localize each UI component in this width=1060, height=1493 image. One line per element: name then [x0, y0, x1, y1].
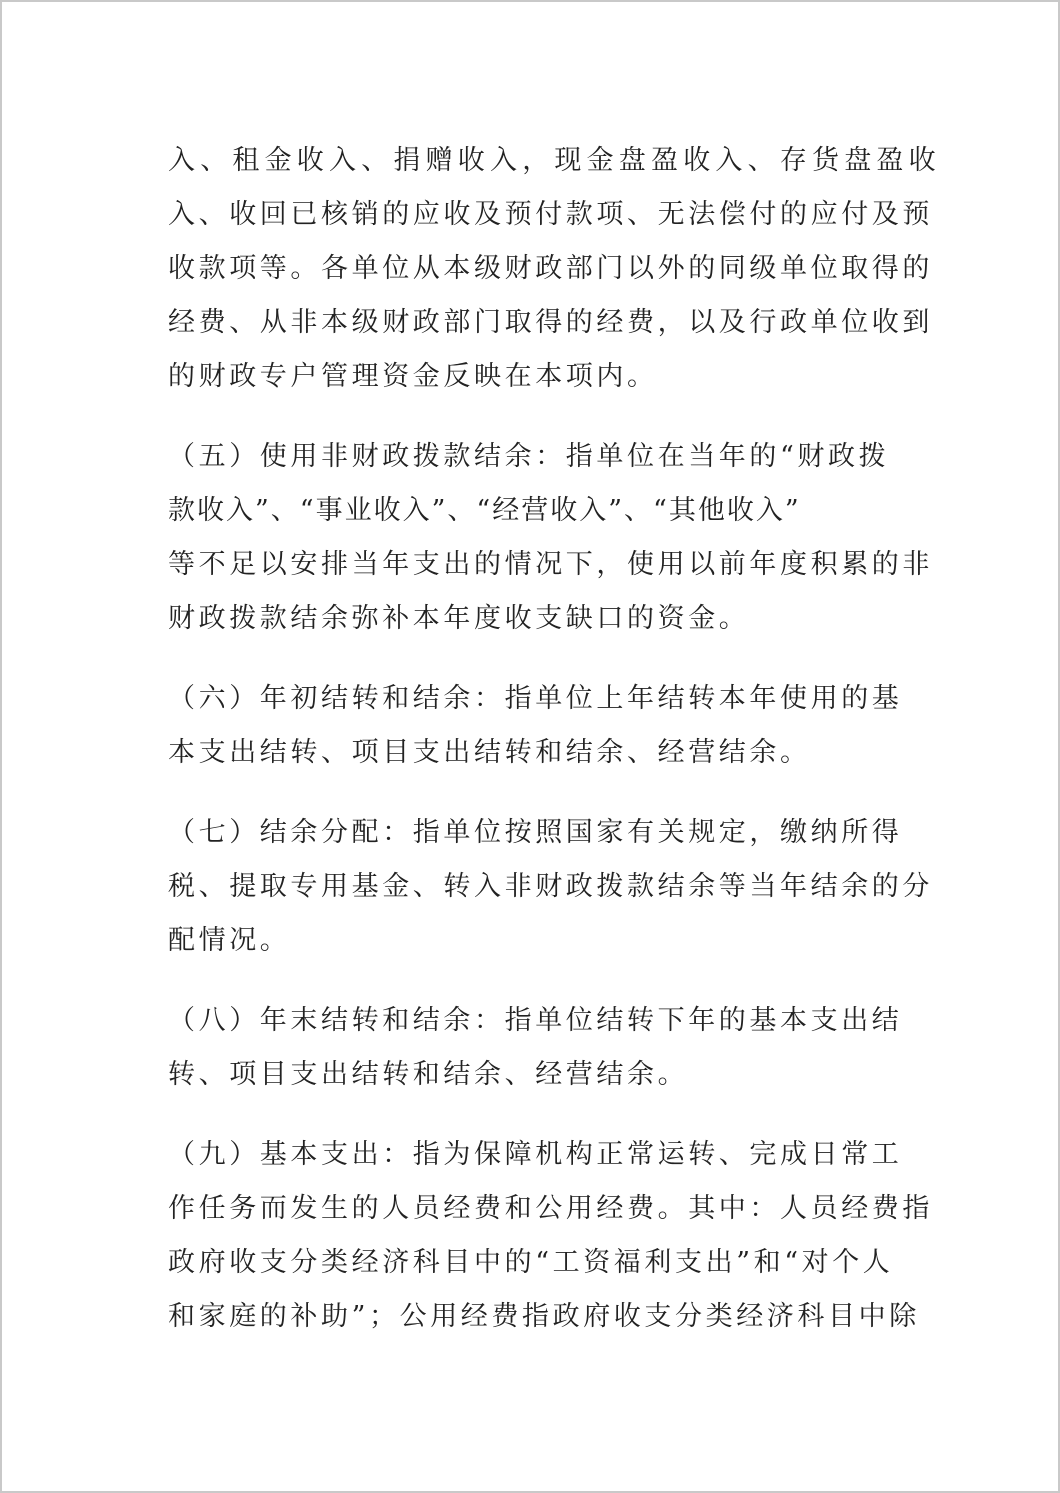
- text-line: 经费、从非本级财政部门取得的经费，以及行政单位收到: [168, 307, 933, 338]
- text-line: （六）年初结转和结余：指单位上年结转本年使用的基: [168, 683, 903, 714]
- text-line: 入、收回已核销的应收及预付款项、无法偿付的应付及预: [168, 199, 933, 230]
- paragraph-spacer: [168, 404, 874, 430]
- paragraph-spacer: [168, 780, 874, 806]
- paragraph-item-7: [168, 806, 933, 968]
- text-line: （八）年末结转和结余：指单位结转下年的基本支出结: [168, 1005, 903, 1036]
- text-line: 税、提取专用基金、转入非财政拨款结余等当年结余的分: [168, 871, 933, 902]
- text-line: 作任务而发生的人员经费和公用经费。其中：人员经费指: [168, 1193, 933, 1224]
- text-line: 收款项等。各单位从本级财政部门以外的同级单位取得的: [168, 253, 933, 284]
- paragraph-item-6: [168, 672, 903, 780]
- text-line: 款收入”、“事业收入”、“经营收入”、“其他收入”: [168, 495, 801, 526]
- text-line: （七）结余分配：指单位按照国家有关规定，缴纳所得: [168, 817, 903, 848]
- text-line: 和家庭的补助”；公用经费指政府收支分类经济科目中除: [168, 1301, 920, 1332]
- text-line: 配情况。: [168, 925, 291, 956]
- text-line: 本支出结转、项目支出结转和结余、经营结余。: [168, 737, 811, 768]
- text-line: 的财政专户管理资金反映在本项内。: [168, 361, 658, 392]
- text-line: （五）使用非财政拨款结余：指单位在当年的“财政拨: [168, 441, 890, 472]
- text-line: 等不足以安排当年支出的情况下，使用以前年度积累的非: [168, 549, 933, 580]
- text-line: 转、项目支出结转和结余、经营结余。: [168, 1059, 689, 1090]
- paragraph-spacer: [168, 1102, 874, 1128]
- text-line: 财政拨款结余弥补本年度收支缺口的资金。: [168, 603, 750, 634]
- paragraph-spacer: [168, 968, 874, 994]
- paragraph-item-5: [168, 430, 933, 646]
- text-line: 入、租金收入、捐赠收入，现金盘盈收入、存货盘盈收: [168, 145, 941, 176]
- document-body: [168, 134, 941, 1344]
- paragraph-spacer: [168, 646, 874, 672]
- paragraph-continuation: [168, 134, 941, 404]
- text-line: 政府收支分类经济科目中的“工资福利支出”和“对个人: [168, 1247, 894, 1278]
- paragraph-item-8: [168, 994, 903, 1102]
- paragraph-item-9: [168, 1128, 933, 1344]
- text-line: （九）基本支出：指为保障机构正常运转、完成日常工: [168, 1139, 903, 1170]
